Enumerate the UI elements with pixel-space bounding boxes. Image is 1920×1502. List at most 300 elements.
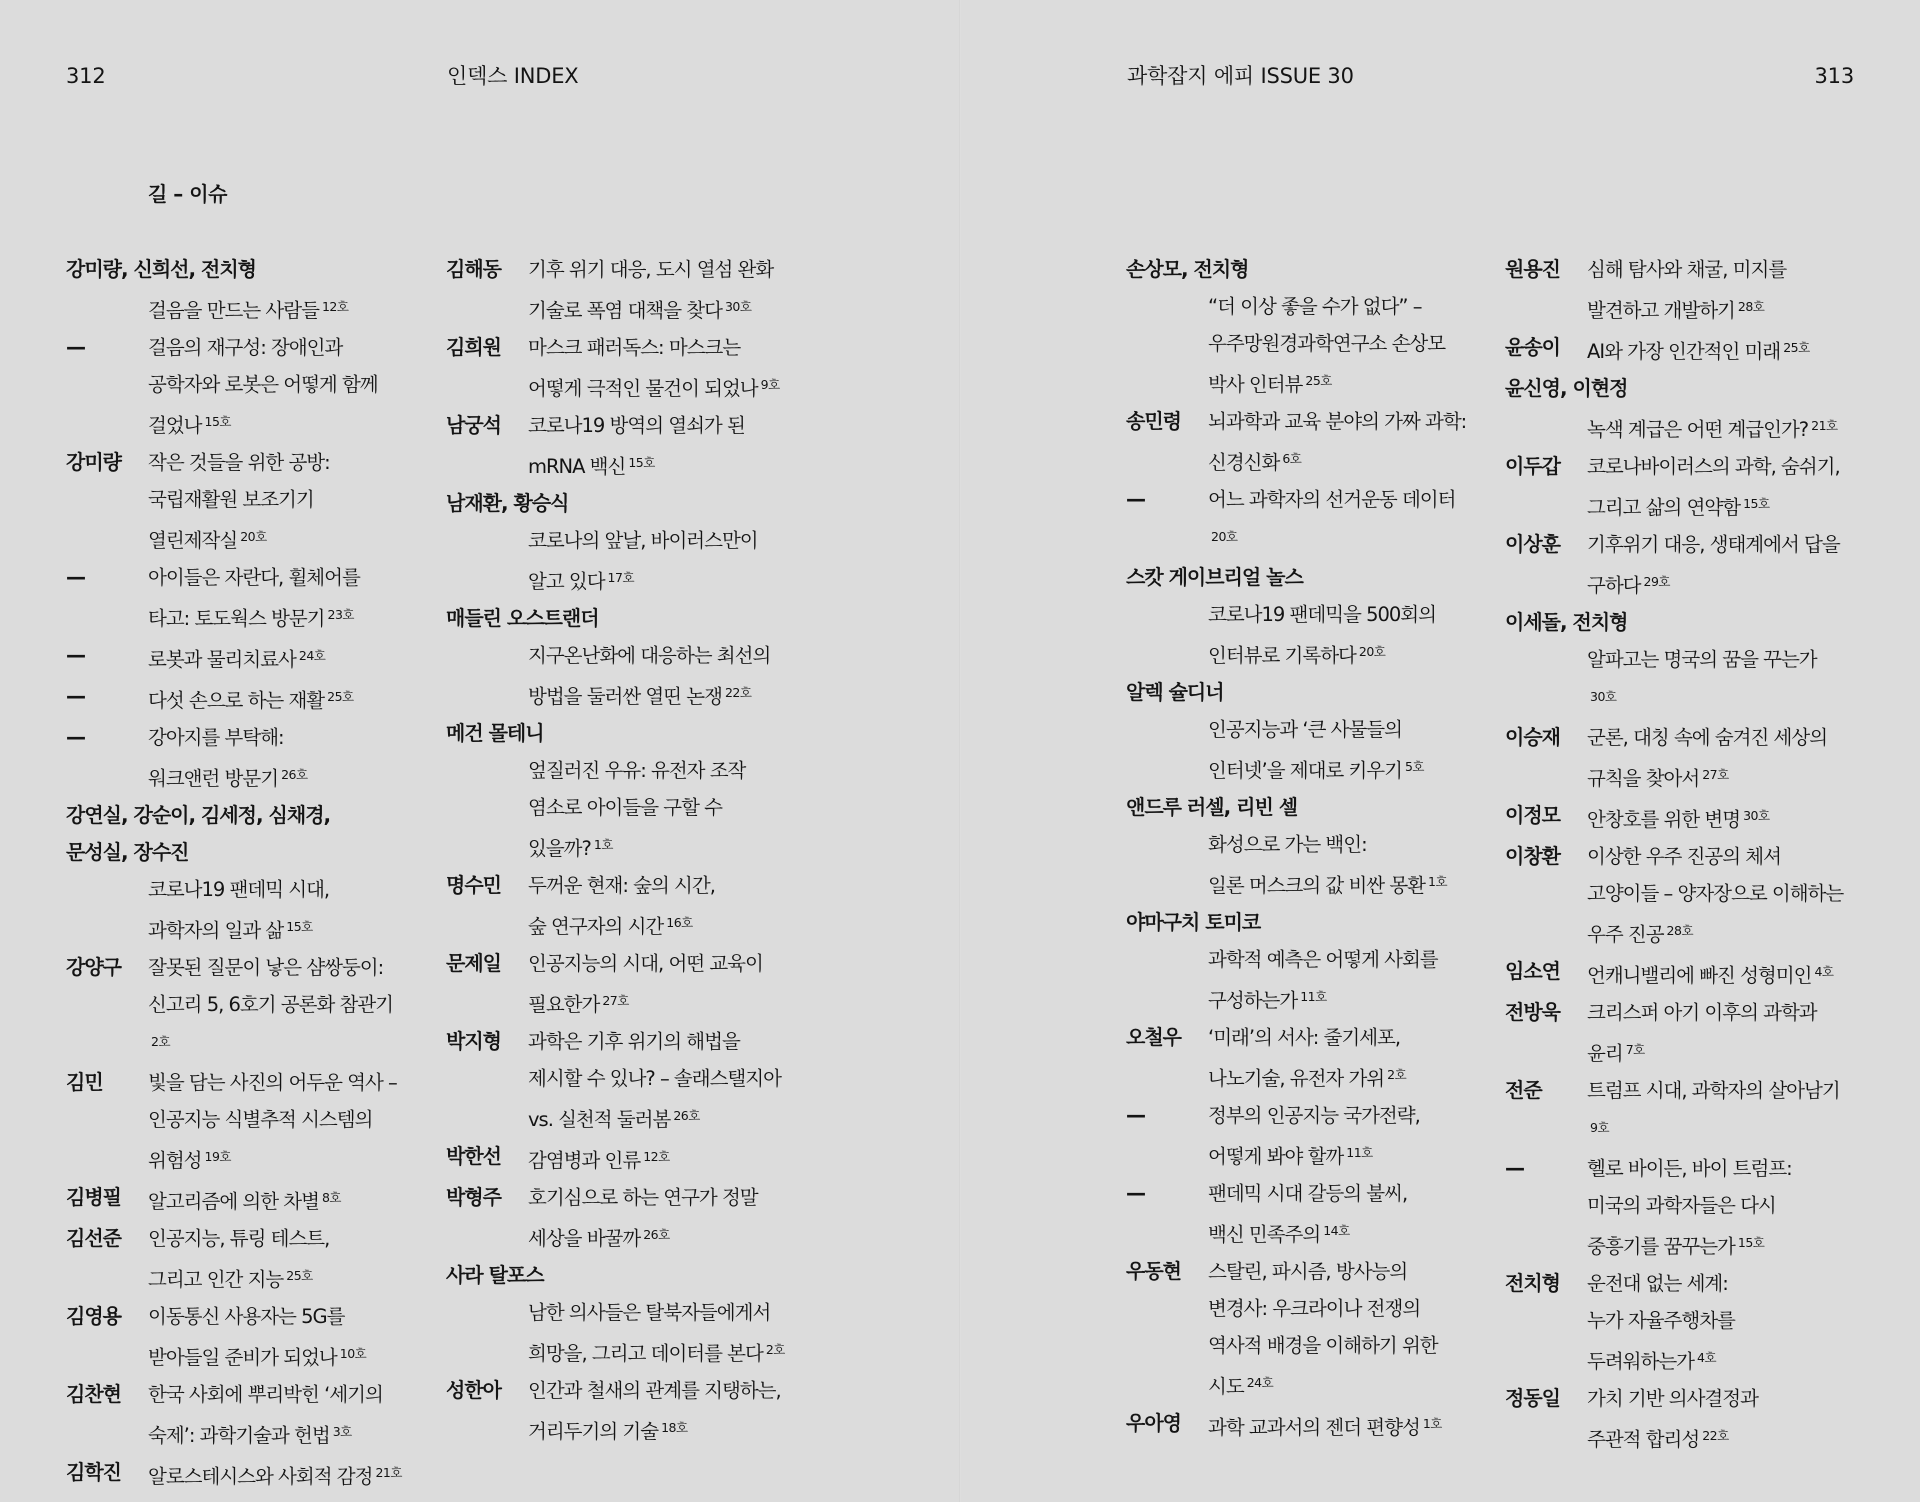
article-title (528, 1179, 846, 1257)
article-title-text: 작은 것들을 위한 공방: 국립재활원 보조기기 열린제작실 (148, 451, 330, 552)
issue-number: 8호 (321, 1190, 341, 1205)
index-entry (1126, 559, 1526, 596)
article-title (148, 1298, 466, 1376)
article-title (1208, 596, 1526, 674)
article-title (1587, 251, 1905, 329)
article-title (1208, 941, 1526, 1019)
article-title-text: 뇌과학과 교육 분야의 가짜 과학: 신경신화 (1208, 410, 1467, 474)
author-name: 전치형 (1505, 1271, 1560, 1295)
index-entry (1126, 251, 1526, 288)
author-name: 남궁석 (446, 413, 501, 437)
author-name: 전방욱 (1505, 1000, 1560, 1024)
issue-number: 15호 (1743, 496, 1770, 511)
issue-number: 17호 (607, 570, 635, 585)
issue-number: 3호 (332, 1424, 352, 1439)
issue-number: 15호 (1737, 1235, 1765, 1250)
index-entry (446, 1023, 846, 1138)
index-entry (1505, 838, 1905, 953)
index-entry (1126, 1405, 1526, 1446)
issue-number: 15호 (628, 455, 655, 470)
index-entry (1126, 904, 1526, 941)
article-title-text: 이상한 우주 진공의 체셔 고양이들 – 양자장으로 이해하는 우주 진공 (1587, 845, 1844, 946)
index-entry (446, 752, 846, 867)
issue-number: 24호 (1246, 1375, 1274, 1390)
issue-number: 27호 (602, 993, 629, 1008)
issue-number: 10호 (339, 1346, 367, 1361)
article-title-text: 걸음을 만드는 사람들 (148, 299, 319, 322)
article-title-text: 운전대 없는 세계: 누가 자율주행차를 두려워하는가 (1587, 1272, 1735, 1373)
article-title-text: 팬데믹 시대 갈등의 불씨, 백신 민족주의 (1208, 1182, 1408, 1246)
author-name: 우아영 (1126, 1411, 1181, 1435)
index-entry (1126, 596, 1526, 674)
index-entry (1505, 1150, 1905, 1265)
article-title (1208, 1019, 1526, 1097)
article-title (148, 719, 466, 797)
issue-number: 1호 (593, 837, 613, 852)
issue-number: 7호 (1625, 1042, 1645, 1057)
article-title-text: 기후위기 대응, 생태계에서 답을 구하다 (1587, 533, 1840, 597)
index-entry (1505, 953, 1905, 994)
author-name: 김해동 (446, 257, 501, 281)
author-name: 강연실, 강순이, 김세정, 심채경, (66, 803, 331, 827)
index-entry (66, 1376, 466, 1454)
index-entry (446, 522, 846, 600)
index-entry (446, 1138, 846, 1179)
article-title (1587, 953, 1905, 994)
article-title (528, 407, 846, 485)
index-entry (66, 719, 466, 797)
article-title-text: 코로나19 팬데믹을 500회의 인터뷰로 기록하다 (1208, 603, 1436, 667)
article-title (528, 251, 846, 329)
index-entry (1126, 826, 1526, 904)
issue-number: 9호 (1590, 1120, 1610, 1135)
index-entry (1126, 288, 1526, 403)
article-title-text: 알파고는 명국의 꿈을 꾸는가 (1587, 648, 1817, 671)
article-title (148, 1376, 466, 1454)
issue-number: 2호 (1387, 1067, 1407, 1082)
article-title-text: 화성으로 가는 백인: 일론 머스크의 값 비싼 몽환 (1208, 833, 1426, 897)
index-entry (446, 867, 846, 945)
issue-number: 25호 (327, 689, 354, 704)
issue-number: 26호 (673, 1108, 700, 1123)
article-title-text: 군론, 대칭 속에 숨겨진 세상의 규칙을 찾아서 (1587, 726, 1828, 790)
index-entry (1505, 994, 1905, 1072)
author-name: 성한아 (446, 1378, 501, 1402)
article-title (148, 559, 466, 637)
article-title-text: 가치 기반 의사결정과 주관적 합리성 (1587, 1387, 1758, 1451)
issue-number: 15호 (286, 919, 313, 934)
article-title (1587, 994, 1905, 1072)
article-title (1208, 1253, 1526, 1405)
index-entry (66, 1220, 466, 1298)
article-title-text: 알로스테시스와 사회적 감정 (148, 1465, 373, 1488)
index-entry (446, 1294, 846, 1372)
right-running-head: 과학잡지 에피 ISSUE 30 (1127, 64, 1354, 88)
author-name: 우동현 (1126, 1259, 1181, 1283)
author-repeat-dash: — (66, 684, 85, 708)
issue-number: 2호 (151, 1034, 171, 1049)
article-title (1587, 448, 1905, 526)
article-title-text: AI와 가장 인간적인 미래 (1587, 340, 1781, 363)
author-name: 윤신영, 이현정 (1505, 376, 1628, 400)
article-title (528, 867, 846, 945)
article-title (1208, 711, 1526, 789)
article-title-text: 인공지능의 시대, 어떤 교육이 필요한가 (528, 952, 763, 1016)
article-title-text: 강아지를 부탁해: 워크앤런 방문기 (148, 726, 284, 790)
article-title (1208, 1175, 1526, 1253)
author-name: 박한선 (446, 1144, 501, 1168)
article-title (148, 637, 466, 678)
index-entry (1505, 604, 1905, 641)
issue-number: 27호 (1702, 767, 1729, 782)
article-title (1208, 403, 1526, 481)
author-name: 송민령 (1126, 409, 1181, 433)
article-title (1587, 797, 1905, 838)
article-title-text: 로봇과 물리치료사 (148, 648, 296, 671)
index-entry (66, 637, 466, 678)
index-entry (66, 1179, 466, 1220)
index-entry (1126, 1019, 1526, 1097)
index-entry (1505, 641, 1905, 719)
author-name: 메건 몰테니 (446, 721, 544, 745)
article-title (1587, 329, 1905, 370)
author-repeat-dash: — (1505, 1156, 1524, 1180)
article-title-text: 코로나19 방역의 열쇠가 된 mRNA 백신 (528, 414, 745, 478)
author-repeat-dash: — (1126, 1181, 1145, 1205)
author-name: 이정모 (1505, 803, 1560, 827)
author-name: 야마구치 토미코 (1126, 910, 1261, 934)
article-title-text: 아이들은 자란다, 휠체어를 타고: 토도웍스 방문기 (148, 566, 360, 630)
index-entry (66, 1064, 466, 1179)
author-name: 명수민 (446, 873, 501, 897)
issue-number: 21호 (375, 1465, 402, 1480)
index-entry (1505, 329, 1905, 370)
article-title (528, 945, 846, 1023)
article-title (528, 1023, 846, 1138)
article-title (528, 522, 846, 600)
issue-number: 23호 (327, 607, 354, 622)
index-entry (1505, 1380, 1905, 1458)
article-title (148, 1220, 466, 1298)
author-name: 원용진 (1505, 257, 1560, 281)
index-entry (1126, 941, 1526, 1019)
issue-number: 26호 (643, 1227, 670, 1242)
issue-number: 4호 (1697, 1350, 1717, 1365)
article-title-text: 인간과 철새의 관계를 지탱하는, 거리두기의 기술 (528, 1379, 781, 1443)
article-title-text: 이동통신 사용자는 5G를 받아들일 준비가 되었나 (148, 1305, 345, 1369)
article-title (148, 1179, 466, 1220)
index-entry (446, 329, 846, 407)
issue-number: 22호 (724, 685, 752, 700)
issue-number: 30호 (1590, 689, 1617, 704)
author-name: 임소연 (1505, 959, 1560, 983)
issue-number: 20호 (1358, 644, 1386, 659)
article-title (528, 1294, 846, 1372)
author-name: 이승재 (1505, 725, 1560, 749)
issue-number: 1호 (1422, 1416, 1442, 1431)
article-title (148, 1064, 466, 1179)
issue-number: 9호 (760, 377, 780, 392)
article-title-text: 빛을 담는 사진의 어두운 역사 – 인공지능 식별추적 시스템의 위험성 (148, 1071, 397, 1172)
author-repeat-dash: — (1126, 487, 1145, 511)
article-title (528, 1138, 846, 1179)
article-title-text: 한국 사회에 뿌리박힌 ‘세기의 숙제’: 과학기술과 헌법 (148, 1383, 383, 1447)
index-column-2 (446, 251, 846, 1450)
author-name: 문성실, 장수진 (66, 840, 189, 864)
index-entry (446, 1257, 846, 1294)
issue-number: 24호 (298, 648, 326, 663)
issue-number: 25호 (1305, 373, 1332, 388)
section-title: 길 – 이슈 (148, 182, 227, 206)
article-title-text: 알고리즘에 의한 차별 (148, 1190, 319, 1213)
article-title-text: 어느 과학자의 선거운동 데이터 (1208, 488, 1456, 511)
index-entry (1505, 448, 1905, 526)
article-title (1587, 1072, 1905, 1150)
index-entry (446, 945, 846, 1023)
issue-number: 4호 (1814, 964, 1834, 979)
index-entry (66, 251, 466, 288)
article-title-text: 스탈린, 파시즘, 방사능의 변경사: 우크라이나 전쟁의 역사적 배경을 이해하기 위한 시도 (1208, 1260, 1438, 1398)
article-title (1587, 1265, 1905, 1380)
left-running-head: 인덱스 INDEX (447, 64, 579, 88)
author-repeat-dash: — (66, 335, 85, 359)
article-title-text: 걸음의 재구성: 장애인과 공학자와 로봇은 어떻게 함께 걸었나 (148, 336, 378, 437)
index-entry (1505, 719, 1905, 797)
article-title-text: 코로나의 앞날, 바이러스만이 알고 있다 (528, 529, 758, 593)
author-name: 이상훈 (1505, 532, 1560, 556)
author-name: 윤송이 (1505, 335, 1560, 359)
index-column-4 (1505, 251, 1905, 1458)
index-entry (66, 329, 466, 444)
author-name: 알렉 슐디너 (1126, 680, 1224, 704)
article-title-text: 잘못된 질문이 낳은 샴쌍둥이: 신고리 5, 6호기 공론화 참관기 (148, 956, 394, 1016)
author-repeat-dash: — (66, 725, 85, 749)
article-title (528, 637, 846, 715)
author-name: 손상모, 전치형 (1126, 257, 1249, 281)
article-title-text: 녹색 계급은 어떤 계급인가? (1587, 418, 1809, 441)
author-name: 김선준 (66, 1226, 121, 1250)
article-title (148, 329, 466, 444)
article-title (1208, 826, 1526, 904)
author-name: 사라 탈포스 (446, 1263, 544, 1287)
author-repeat-dash: — (66, 565, 85, 589)
article-title (1208, 481, 1526, 559)
article-title (1587, 1380, 1905, 1458)
index-entry (446, 1372, 846, 1450)
article-title (1587, 641, 1905, 719)
index-entry (446, 251, 846, 329)
author-name: 앤드루 러셀, 리빈 셀 (1126, 795, 1298, 819)
issue-number: 1호 (1428, 874, 1448, 889)
issue-number: 30호 (724, 299, 752, 314)
article-title-text: 남한 의사들은 탈북자들에게서 희망을, 그리고 데이터를 본다 (528, 1301, 771, 1365)
author-name: 매들린 오스트랜더 (446, 606, 599, 630)
article-title (528, 329, 846, 407)
index-entry (66, 871, 466, 949)
issue-number: 16호 (666, 915, 693, 930)
index-entry (446, 600, 846, 637)
author-name: 이창환 (1505, 844, 1560, 868)
index-entry (66, 1298, 466, 1376)
index-entry (66, 949, 466, 1064)
author-name: 강미량, 신희선, 전치형 (66, 257, 257, 281)
author-name: 정동일 (1505, 1386, 1560, 1410)
issue-number: 25호 (1783, 340, 1810, 355)
index-entry (1505, 797, 1905, 838)
index-entry (66, 1454, 466, 1495)
index-entry (66, 678, 466, 719)
index-entry (66, 834, 466, 871)
issue-number: 28호 (1737, 299, 1765, 314)
author-name: 이세돌, 전치형 (1505, 610, 1628, 634)
article-title-text: 코로나19 팬데믹 시대, 과학자의 일과 삶 (148, 878, 330, 942)
article-title-text: 심해 탐사와 채굴, 미지를 발견하고 개발하기 (1587, 258, 1787, 322)
index-entry (1126, 403, 1526, 481)
article-title-text: 언캐니밸리에 빠진 성형미인 (1587, 964, 1812, 987)
index-column-1 (66, 251, 466, 1495)
issue-number: 12호 (321, 299, 349, 314)
article-title-text: 과학 교과서의 젠더 편향성 (1208, 1416, 1420, 1439)
article-title-text: 안창호를 위한 변명 (1587, 808, 1741, 831)
article-title (1587, 838, 1905, 953)
article-title-text: 트럼프 시대, 과학자의 살아남기 (1587, 1079, 1840, 1102)
article-title (1208, 1097, 1526, 1175)
author-name: 문제일 (446, 951, 501, 975)
index-entry (1505, 251, 1905, 329)
article-title-text: 마스크 패러독스: 마스크는 어떻게 극적인 물건이 되었나 (528, 336, 758, 400)
issue-number: 26호 (281, 767, 308, 782)
article-title-text: 감염병과 인류 (528, 1149, 641, 1172)
author-name: 이두갑 (1505, 454, 1560, 478)
article-title-text: 과학은 기후 위기의 해법을 제시할 수 있나? – 솔래스탤지아 vs. 실천적 둘러봄 (528, 1030, 781, 1131)
issue-number: 19호 (204, 1149, 231, 1164)
author-name: 김영용 (66, 1304, 121, 1328)
author-name: 오철우 (1126, 1025, 1181, 1049)
article-title (148, 949, 466, 1064)
article-title-text: “더 이상 좋을 수가 없다” – 우주망원경과학연구소 손상모 박사 인터뷰 (1208, 295, 1446, 396)
issue-number: 28호 (1666, 923, 1694, 938)
article-title (1208, 288, 1526, 403)
issue-number: 14호 (1323, 1223, 1350, 1238)
article-title-text: 호기심으로 하는 연구가 정말 세상을 바꿀까 (528, 1186, 758, 1250)
author-name: 김학진 (66, 1460, 121, 1484)
article-title (528, 1372, 846, 1450)
author-repeat-dash: — (66, 643, 85, 667)
article-title-text: 정부의 인공지능 국가전략, 어떻게 봐야 할까 (1208, 1104, 1420, 1168)
article-title (148, 1454, 466, 1495)
author-name: 스캇 게이브리얼 놀스 (1126, 565, 1303, 589)
index-entry (1505, 370, 1905, 407)
article-title (528, 752, 846, 867)
author-name: 박지형 (446, 1029, 501, 1053)
author-name: 남재환, 황승식 (446, 491, 569, 515)
index-entry (1126, 711, 1526, 789)
issue-number: 30호 (1743, 808, 1770, 823)
issue-number: 21호 (1811, 418, 1838, 433)
article-title (1587, 719, 1905, 797)
issue-number: 6호 (1282, 451, 1302, 466)
author-name: 강양구 (66, 955, 121, 979)
index-entry (1505, 526, 1905, 604)
index-entry (446, 715, 846, 752)
author-name: 김민 (66, 1070, 103, 1094)
index-entry (446, 1179, 846, 1257)
issue-number: 5호 (1404, 759, 1424, 774)
article-title-text: 다섯 손으로 하는 재활 (148, 689, 325, 712)
issue-number: 29호 (1643, 574, 1670, 589)
article-title-text: 엎질러진 우유: 유전자 조작 염소로 아이들을 구할 수 있을까? (528, 759, 746, 860)
article-title-text: 크리스퍼 아기 이후의 과학과 윤리 (1587, 1001, 1817, 1065)
index-entry (446, 485, 846, 522)
index-entry (66, 288, 466, 329)
index-entry (1126, 481, 1526, 559)
index-entry (1505, 1072, 1905, 1150)
article-title-text: 헬로 바이든, 바이 트럼프: 미국의 과학자들은 다시 중흥기를 꿈꾸는가 (1587, 1157, 1792, 1258)
article-title (1208, 1405, 1526, 1446)
author-name: 전준 (1505, 1078, 1542, 1102)
author-name: 김희원 (446, 335, 501, 359)
index-entry (1505, 407, 1905, 448)
index-entry (446, 637, 846, 715)
issue-number: 25호 (286, 1268, 313, 1283)
article-title (148, 871, 466, 949)
index-column-3 (1126, 251, 1526, 1446)
article-title-text: 지구온난화에 대응하는 최선의 방법을 둘러싼 열띤 논쟁 (528, 644, 771, 708)
left-page-number: 312 (66, 64, 106, 88)
index-entry (66, 444, 466, 559)
article-title (148, 678, 466, 719)
index-entry (1126, 1097, 1526, 1175)
article-title-text: 코로나바이러스의 과학, 숨쉬기, 그리고 삶의 연약함 (1587, 455, 1840, 519)
issue-number: 18호 (661, 1420, 688, 1435)
issue-number: 15호 (204, 414, 231, 429)
author-name: 김찬현 (66, 1382, 121, 1406)
issue-number: 22호 (1702, 1428, 1729, 1443)
author-name: 강미량 (66, 450, 121, 474)
index-entry (1126, 1175, 1526, 1253)
author-name: 박형주 (446, 1185, 501, 1209)
index-entry (1126, 789, 1526, 826)
issue-number: 20호 (240, 529, 267, 544)
issue-number: 11호 (1300, 989, 1327, 1004)
article-title (148, 288, 466, 329)
issue-number: 20호 (1211, 529, 1238, 544)
issue-number: 11호 (1346, 1145, 1373, 1160)
article-title-text: 인공지능과 ‘큰 사물들의 인터넷’을 제대로 키우기 (1208, 718, 1402, 782)
article-title-text: 두꺼운 현재: 숲의 시간, 숲 연구자의 시간 (528, 874, 715, 938)
issue-number: 2호 (765, 1342, 785, 1357)
article-title (148, 444, 466, 559)
issue-number: 12호 (643, 1149, 670, 1164)
index-entry (1126, 674, 1526, 711)
article-title-text: 기후 위기 대응, 도시 열섬 완화 기술로 폭염 대책을 찾다 (528, 258, 774, 322)
right-page-number: 313 (1814, 64, 1854, 88)
article-title-text: 인공지능, 튜링 테스트, 그리고 인간 지능 (148, 1227, 330, 1291)
article-title (1587, 1150, 1905, 1265)
index-entry (66, 797, 466, 834)
index-entry (66, 559, 466, 637)
index-entry (446, 407, 846, 485)
article-title-text: 과학적 예측은 어떻게 사회를 구성하는가 (1208, 948, 1438, 1012)
author-repeat-dash: — (1126, 1103, 1145, 1127)
index-entry (1126, 1253, 1526, 1405)
index-entry (1505, 1265, 1905, 1380)
article-title (1587, 407, 1905, 448)
author-name: 김병필 (66, 1185, 121, 1209)
book-gutter (959, 0, 961, 1502)
article-title-text: ‘미래’의 서사: 줄기세포, 나노기술, 유전자 가위 (1208, 1026, 1401, 1090)
article-title (1587, 526, 1905, 604)
